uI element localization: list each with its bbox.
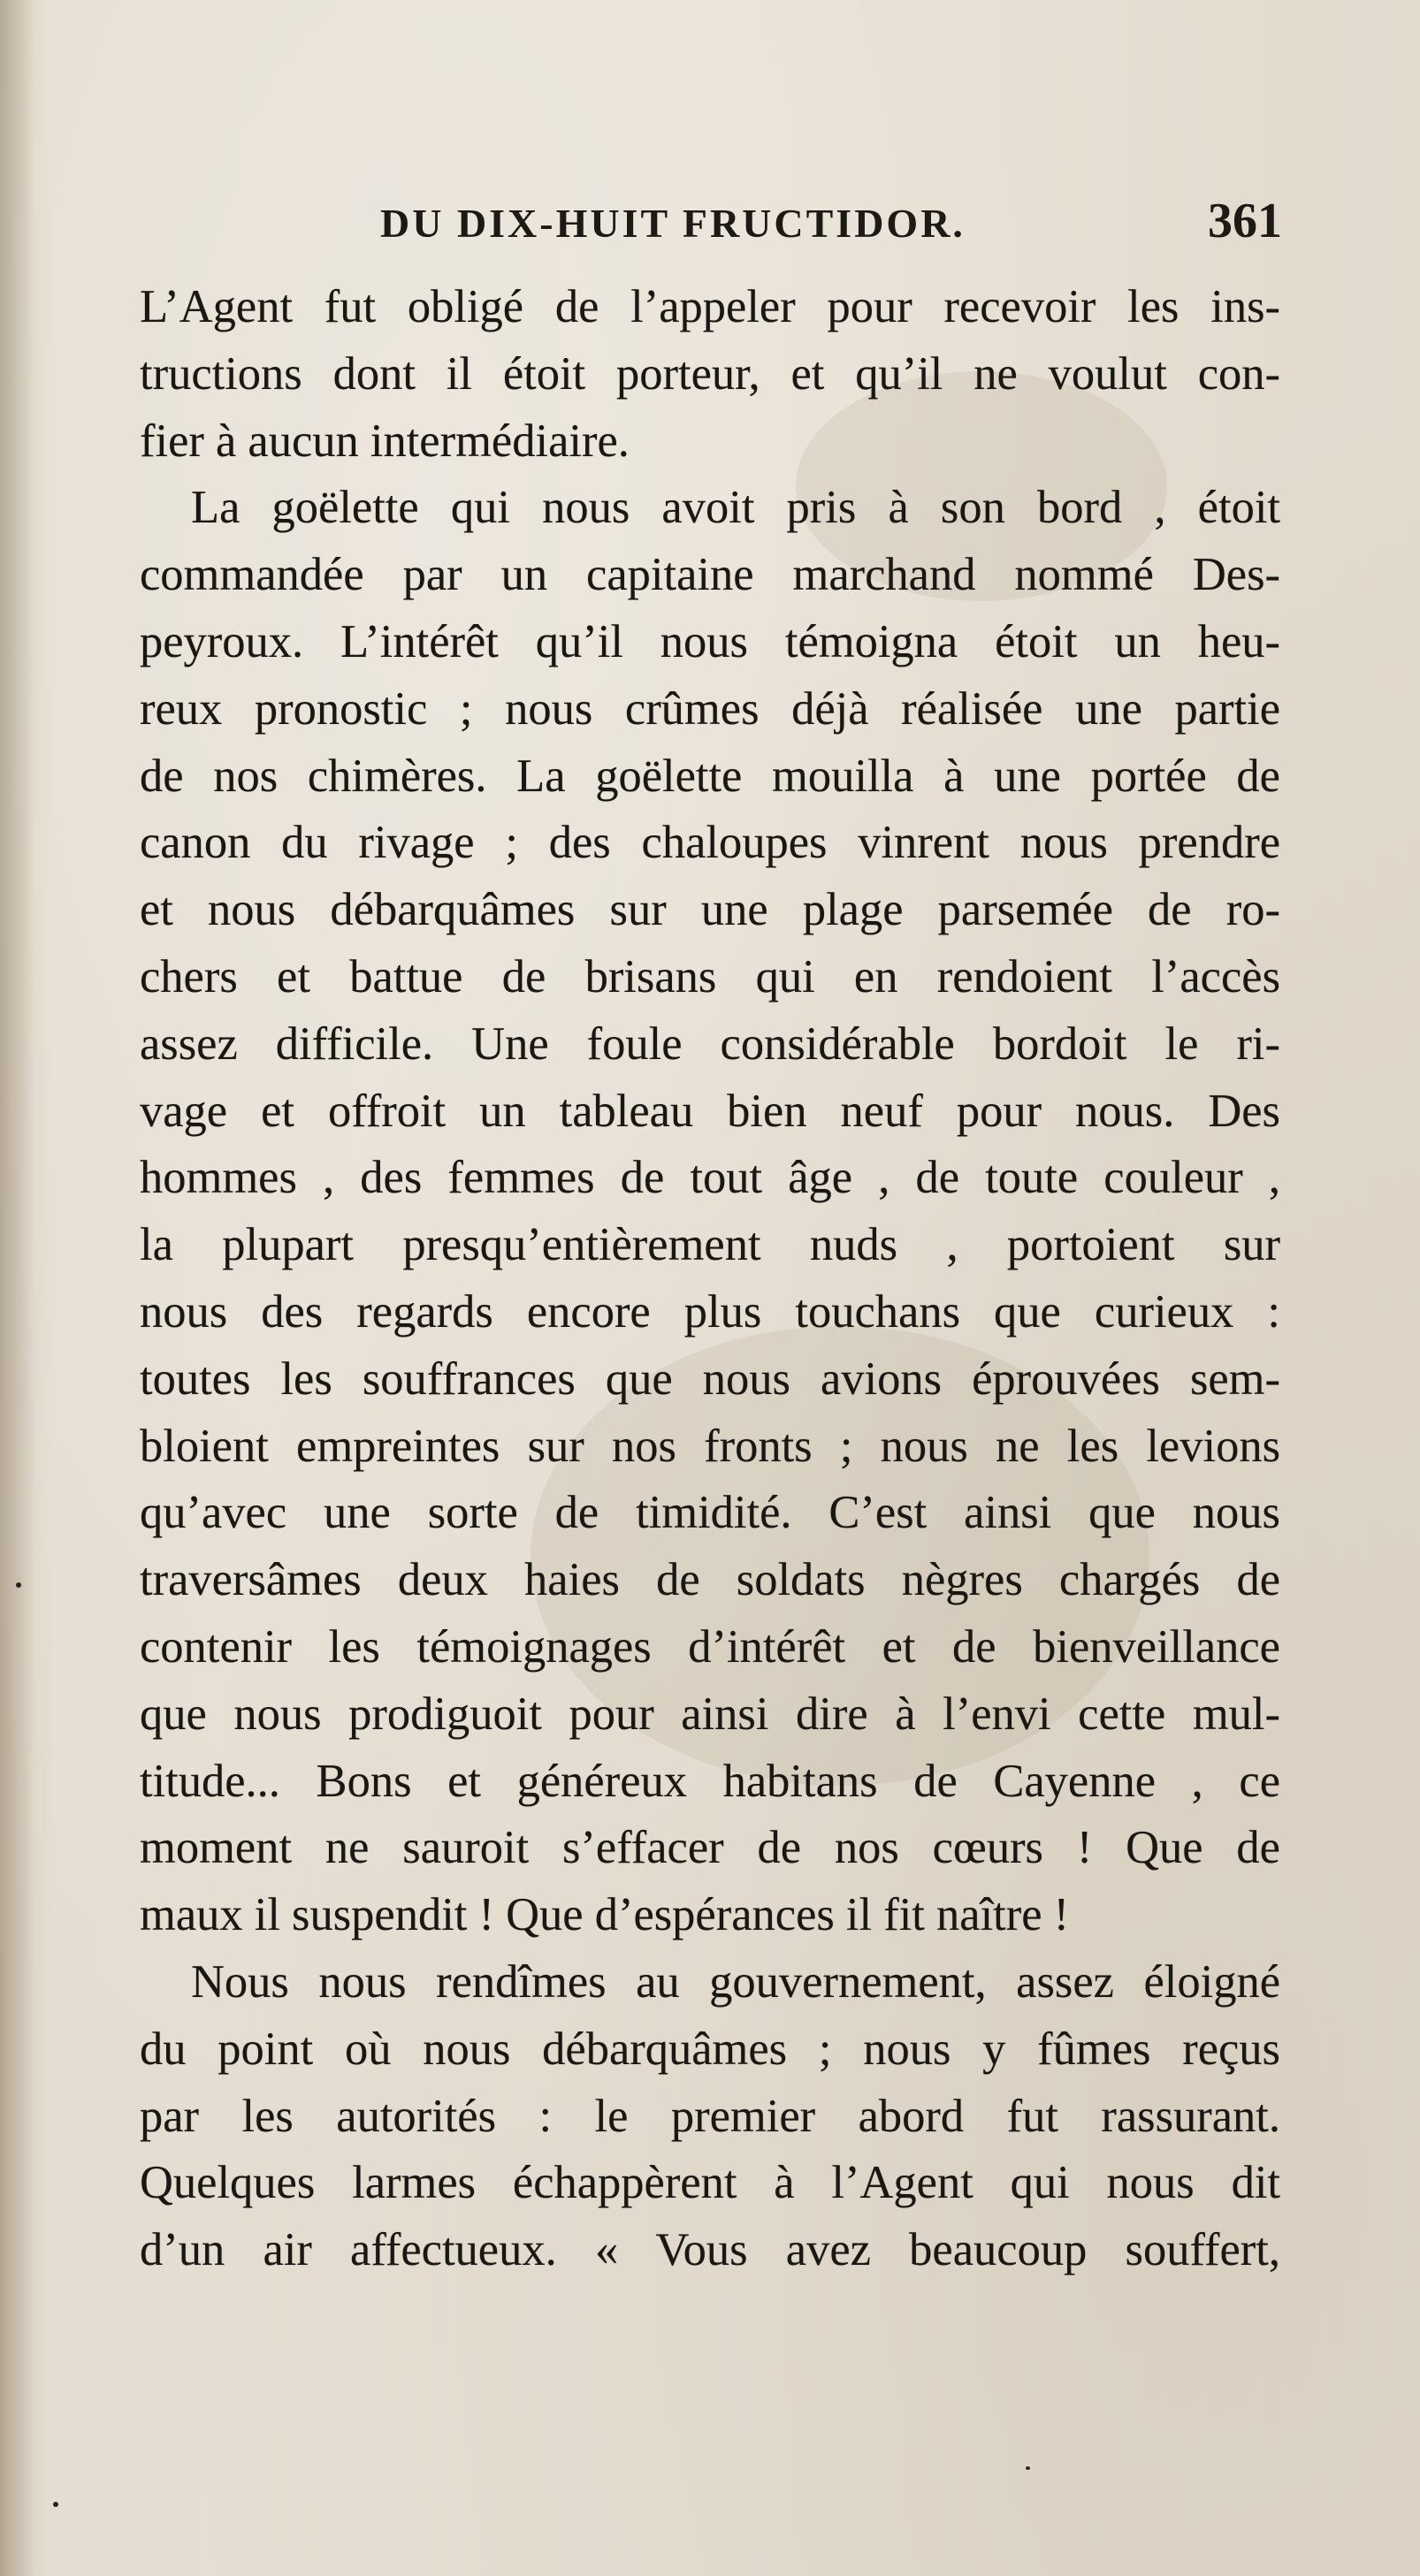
text-line: la plupart presqu’entièrement nuds , portoient sur bbox=[140, 1219, 1280, 1271]
text-line: maux il suspendit ! Que d’espérances il fit naître ! bbox=[140, 1889, 1070, 1941]
text-line: que nous prodiguoit pour ainsi dire à l’envi cette mul- bbox=[140, 1688, 1280, 1740]
text-line: chers et battue de brisans qui en rendoient l’accès bbox=[140, 950, 1280, 1002]
text-line: vage et offroit un tableau bien neuf pour nous. Des bbox=[140, 1085, 1280, 1137]
text-line: assez difficile. Une foule considérable bordoit le ri- bbox=[140, 1017, 1280, 1070]
paragraph bbox=[140, 475, 1280, 1949]
text-line: hommes , des femmes de tout âge , de toute couleur , bbox=[140, 1152, 1280, 1204]
page-number: 361 bbox=[1208, 194, 1282, 248]
text-line: peyroux. L’intérêt qu’il nous témoigna étoit un heu- bbox=[140, 615, 1280, 667]
text-line: titude... Bons et généreux habitans de Cayenne , ce bbox=[140, 1755, 1280, 1807]
paragraph bbox=[140, 274, 1280, 475]
text-line: qu’avec une sorte de timidité. C’est ainsi que nous bbox=[140, 1487, 1280, 1539]
text-line: du point où nous débarquâmes ; nous y fûmes reçus bbox=[140, 2023, 1280, 2075]
text-line: canon du rivage ; des chaloupes vinrent nous prendre bbox=[140, 817, 1280, 869]
text-line: tructions dont il étoit porteur, et qu’il ne voulut con- bbox=[140, 347, 1280, 400]
text-line: et nous débarquâmes sur une plage parsemée de ro- bbox=[140, 884, 1280, 936]
ink-speck bbox=[16, 1582, 21, 1588]
paragraph bbox=[140, 1949, 1280, 2284]
page-header bbox=[133, 193, 1282, 255]
text-line: fier à aucun intermédiaire. bbox=[140, 415, 630, 467]
binding-shadow bbox=[0, 0, 35, 2576]
text-line: moment ne sauroit s’effacer de nos cœurs ! Que de bbox=[140, 1822, 1280, 1874]
text-line: par les autorités : le premier abord fut rassurant. bbox=[140, 2090, 1280, 2142]
running-head: DU DIX-HUIT FRUCTIDOR. bbox=[380, 201, 966, 246]
text-line: nous des regards encore plus touchans que curieux : bbox=[140, 1285, 1280, 1338]
ink-speck bbox=[1026, 2466, 1030, 2470]
text-line: toutes les souffrances que nous avions éprouvées sem- bbox=[140, 1353, 1280, 1405]
text-line: d’un air affectueux. « Vous avez beaucoup souffert, bbox=[140, 2224, 1280, 2276]
body-text bbox=[140, 274, 1280, 2284]
text-line: traversâmes deux haies de soldats nègres chargés de bbox=[140, 1554, 1280, 1606]
text-line: Quelques larmes échappèrent à l’Agent qui nous dit bbox=[140, 2157, 1280, 2209]
text-line: bloient empreintes sur nos fronts ; nous ne les levions bbox=[140, 1420, 1280, 1472]
text-line: La goëlette qui nous avoit pris à son bord , étoit bbox=[191, 482, 1280, 534]
text-line: commandée par un capitaine marchand nommé Des- bbox=[140, 549, 1280, 601]
text-line: L’Agent fut obligé de l’appeler pour recevoir les ins- bbox=[140, 281, 1280, 332]
text-line: de nos chimères. La goëlette mouilla à une portée de bbox=[140, 750, 1280, 802]
text-line: contenir les témoignages d’intérêt et de bienveillance bbox=[140, 1620, 1280, 1673]
text-line: reux pronostic ; nous crûmes déjà réalisée une partie bbox=[140, 682, 1280, 735]
text-line: Nous nous rendîmes au gouvernement, assez éloigné bbox=[191, 1955, 1280, 2008]
ink-speck bbox=[53, 2502, 58, 2507]
